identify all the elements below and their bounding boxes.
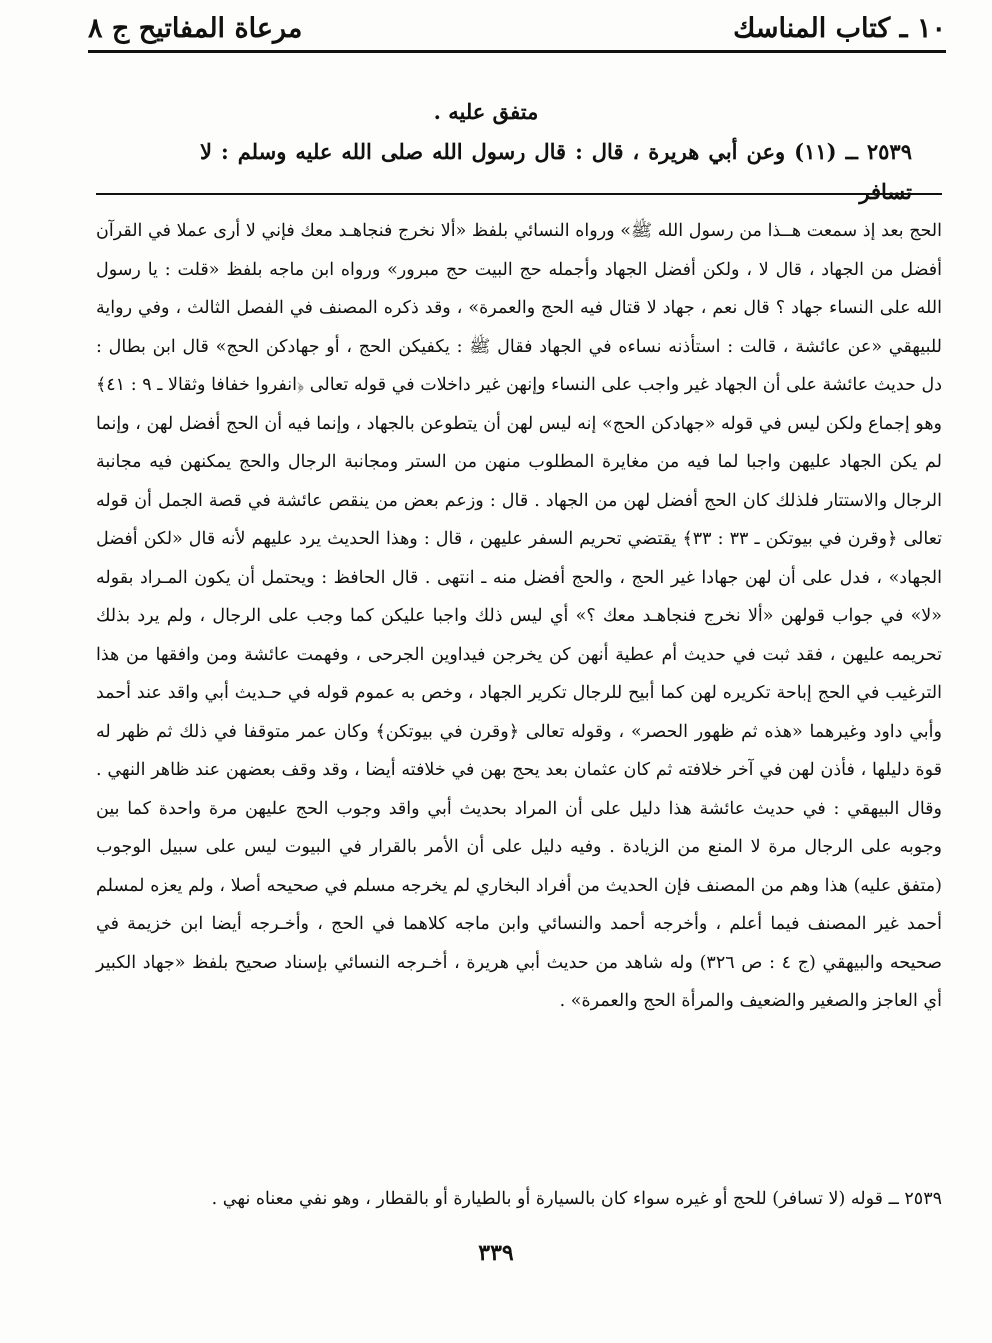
chapter-title: ١٠ ـ كتاب المناسك: [733, 12, 946, 44]
commentary-block: [96, 212, 942, 1021]
agreed-upon-label: متفق عليه .: [433, 99, 539, 124]
header-divider: [88, 50, 946, 53]
hadith-line: ٢٥٣٩ ــ (١١) وعن أبي هريرة ، قال : قال رسول الله صلى الله عليه وسلم : لا تسافر: [200, 139, 912, 204]
page-header: [88, 8, 946, 48]
book-title: مرعاة المفاتيح ج ٨: [88, 12, 303, 44]
commentary-paragraph: الحج بعد إذ سمعت هــذا من رسول الله ﷺ» ورواه النسائي بلفظ «ألا نخرج فنجاهـد معك فإني لا أرى عملا في القرآن أفضل من الجهاد ، قال لا ، ولكن أفضل الجهاد وأجمله حج البيت حج مبرور» ورواه ابن ماجه بلفظ «قلت : يا رسول الله على النساء جهاد ؟ قال نعم ، جهاد لا قتال فيه الحج والعمرة» ، وقد ذكره المصنف في الفصل الثالث ، وفي رواية للبيهقي «عن عائشة ، قالت : استأذنه نساءه في الجهاد فقال ﷺ : يكفيكن الحج ، أو جهادكن الحج» قال ابن بطال : دل حديث عائشة على أن الجهاد غير واجب على النساء وإنهن غير داخلات في قوله تعالى ﴿انفروا خفافا وثقالا ـ ٩ : ٤١﴾ وهو إجماع ولكن ليس في قوله «جهادكن الحج» إنه ليس لهن أن يتطوعن بالجهاد ، وإنما فيه أن الحج أفضل لهن ، وإنما لم يكن الجهاد عليهن واجبا لما فيه من مغايرة المطلوب منهن من الستر ومجانبة الرجال والحج يمكنهن فيه مجانبة الرجال والاستتار فلذلك كان الحج أفضل لهن من الجهاد . قال : وزعم بعض من ينقص عائشة في قصة الجمل أن قوله تعالى ﴿وقرن في بيوتكن ـ ٣٣ : ٣٣﴾ يقتضي تحريم السفر عليهن ، قال : وهذا الحديث يرد عليهم لأنه قال «لكن أفضل الجهاد» ، فدل على أن لهن جهادا غير الحج ، والحج أفضل منه ـ انتهى . قال الحافظ : ويحتمل أن يكون المـراد بقوله «لا» في جواب قولهن «ألا نخرج فنجاهـد معك ؟» أي ليس ذلك واجبا عليكن كما وجب على الرجال ، ولم يرد بذلك تحريمه عليهن ، فقد ثبت في حديث أم عطية أنهن كن يخرجن فيداوين الجرحى ، وفهمت عائشة ومن وافقها من هذا الترغيب في الحج إباحة تكريره لهن كما أبيح للرجال تكرير الجهاد ، وخص به عموم قوله في حـديث أبي واقد عند أحمد وأبي داود وغيرهما «هذه ثم ظهور الحصر» ، وقوله تعالى ﴿وقرن في بيوتكن﴾ وكان عمر متوقفا في ذلك ثم ظهر له قوة دليلها ، فأذن لهن في آخر خلافته ثم كان عثمان بعد يحج بهن في خلافته أيضا ، وقد وقف بعضهن عند ظاهر النهي . وقال البيهقي : في حديث عائشة هذا دليل على أن المراد بحديث أبي واقد وجوب الحج عليهن مرة واحدة كما بين وجوبه على الرجال مرة لا المنع من الزيادة . وفيه دليل على أن الأمر بالقرار في البيوت ليس على سبيل الوجوب (متفق عليه) هذا وهم من المصنف فإن الحديث من أفراد البخاري لم يخرجه مسلم في صحيحه أصلا ، ولم يعزه لمسلم أحمد غير المصنف فيما أعلم ، وأخرجه أحمد والنسائي وابن ماجه كلاهما في الحج ، وأخـرجه أيضا ابن خزيمة في صحيحه والبيهقي (ج ٤ : ص ٣٢٦) وله شاهد من حديث أبي هريرة ، أخـرجه النسائي بإسناد صحيح بلفظ «جهاد الكبير أي العاجز والصغير والضعيف والمرأة الحج والعمرة» .: [96, 221, 943, 1011]
page-number: ٣٣٩: [478, 1240, 514, 1266]
commentary-divider: [96, 193, 942, 195]
footnote: [96, 1180, 942, 1218]
footnote-paragraph: ٢٥٣٩ ــ قوله (لا تسافر) للحج أو غيره سواء كان بالسيارة أو بالطيارة أو بالقطار ، وهو نفي معناه نهي .: [211, 1189, 942, 1209]
